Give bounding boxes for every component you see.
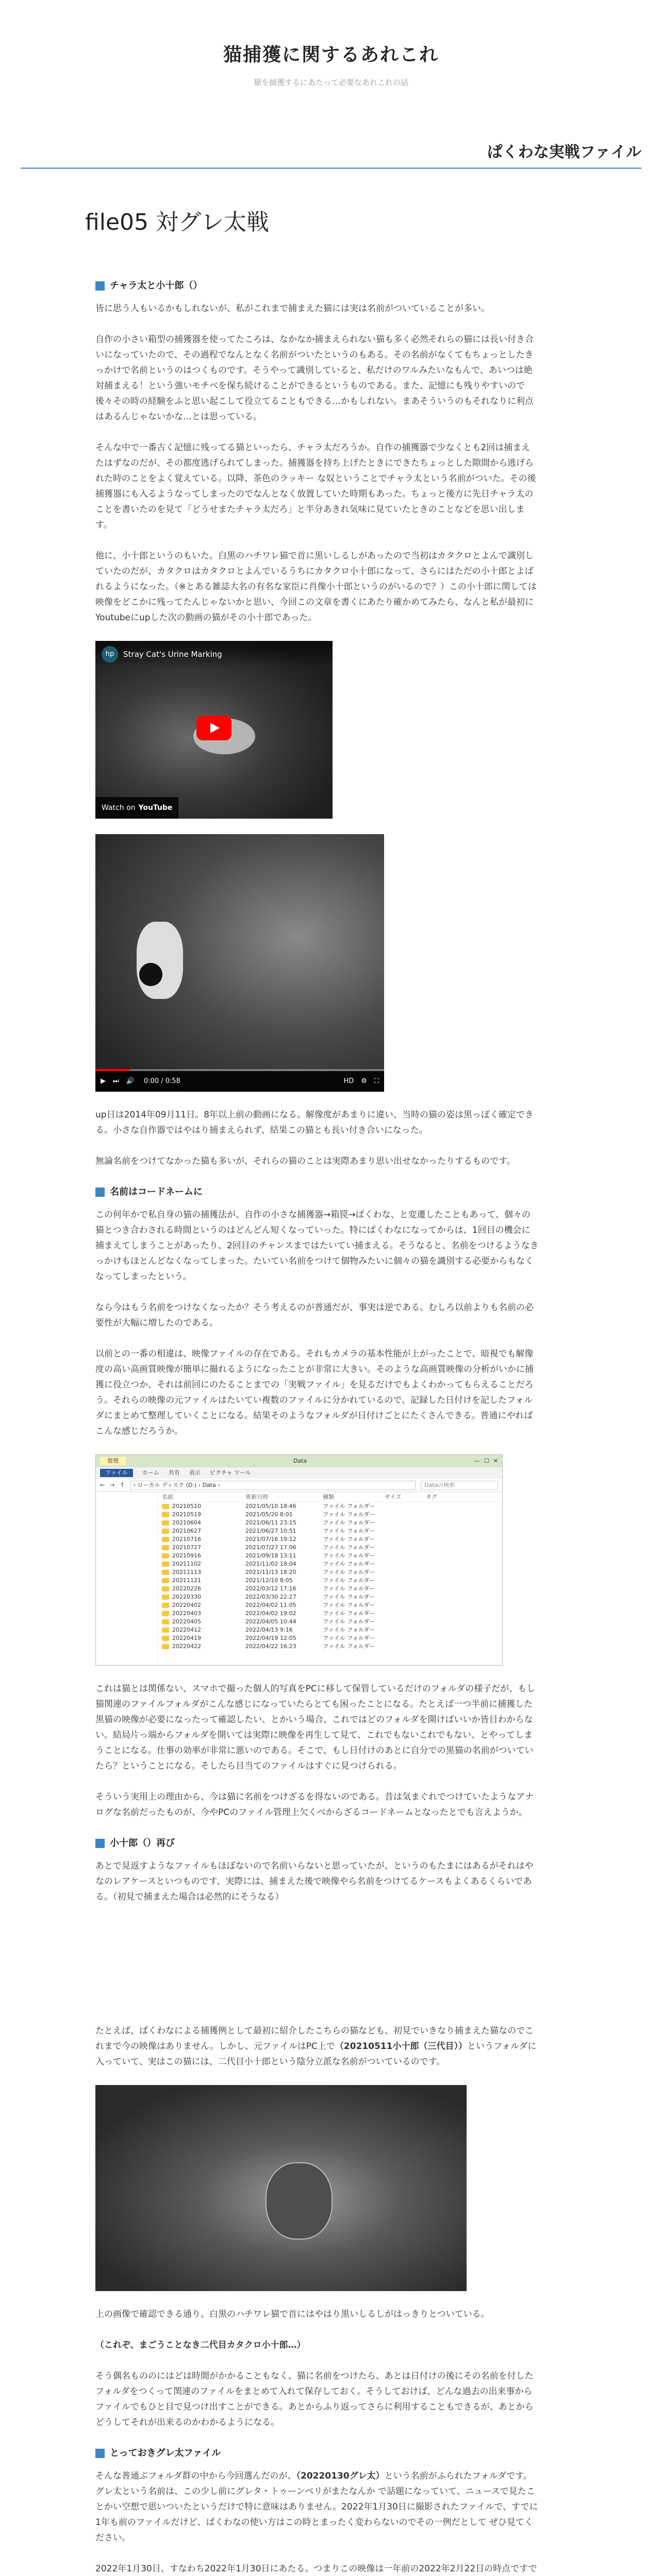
paragraph: 上の画像で確認できる通り、白黒のハチワレ猫で首にはやはり黒いしるしがはっきりとついている。 bbox=[95, 2309, 490, 2319]
file-date: 2022/04/02 19:02 bbox=[245, 1610, 296, 1617]
fullscreen-icon[interactable]: ⛶ bbox=[374, 1077, 379, 1085]
paragraph: そんな中で一番古く記憶に残ってる猫といったら、チャラ太だろうか。自作の捕獲器で少なくとも2回は捕まえたはずなのだが、その都度逃げられてしまった。捕獲器を持ち上げたときにできたちょっとした隙間から逃げられた時のことをよく覚えている。以降、茶色のラッキー な奴ということでチャラ太という名前がついた。その後捕獲器にも入るようなってしまったのでなんとなく放置していた時期もあった。ちょっと後方に先日チャラ太のことを書いたのを見て「どうせまたチャラ太だろ」と半分あきれ気味に見ていたときのことなどを思い出します。 bbox=[95, 443, 536, 530]
file-type: ファイル フォルダー bbox=[323, 1552, 375, 1559]
file-name: 20220330 bbox=[158, 1593, 245, 1601]
folder-icon bbox=[162, 1520, 169, 1526]
table-row[interactable] bbox=[158, 1642, 502, 1651]
paragraph: あとで見返すようなファイルもほぼないので名前いらないと思っていたが、というのもたまにはあるがそれはやなのレアケースといつものです、実際には、捕まえた後で映像やら名前をつけてるケースもよくあるくらいである。（初見で捕まえた場合は必然的にそうなる） bbox=[95, 1861, 534, 1902]
file-date: 2022/03/30 22:27 bbox=[245, 1594, 296, 1600]
explorer-ribbon bbox=[96, 1467, 502, 1479]
youtube-embed[interactable] bbox=[95, 641, 333, 819]
file-type: ファイル フォルダー bbox=[323, 1528, 375, 1534]
video-title[interactable]: Stray Cat's Urine Marking bbox=[123, 650, 222, 659]
folder-icon bbox=[162, 1644, 169, 1649]
back-icon[interactable]: ← bbox=[100, 1481, 105, 1488]
file-list-header bbox=[158, 1492, 502, 1502]
file-type: ファイル フォルダー bbox=[323, 1618, 375, 1625]
site-header bbox=[0, 0, 662, 98]
file-type: ファイル フォルダー bbox=[323, 1594, 375, 1600]
folder-icon bbox=[162, 1636, 169, 1641]
file-date: 2021/11/13 18:20 bbox=[245, 1569, 296, 1575]
file-explorer-screenshot bbox=[95, 1454, 503, 1666]
explorer-address-bar bbox=[96, 1479, 502, 1492]
ribbon-tab-home[interactable]: ホーム bbox=[142, 1469, 159, 1476]
file-name: 20210519 bbox=[158, 1511, 245, 1519]
file-name: 20210510 bbox=[158, 1502, 245, 1511]
table-row[interactable] bbox=[158, 1618, 502, 1626]
file-name: 20220419 bbox=[158, 1634, 245, 1642]
heading-marker-icon bbox=[95, 1188, 105, 1197]
file-type: ファイル フォルダー bbox=[323, 1577, 375, 1584]
folder-icon bbox=[162, 1529, 169, 1534]
table-row[interactable] bbox=[158, 1601, 502, 1609]
paragraph: 以前との一番の相違は、映像ファイルの存在である。それもカメラの基本性能が上がったことで、暗視でも解像度の高い高画質映像が簡単に撮れるようになったことが非常に大きい。そのような高画質映像の分析がいかに捕獲に役立つか、それは前回にのたることまでの「実戦ファイル」を見るだけでもよくわかってもらえることだろう。それらの映像の元ファイルはたいてい複数のファイルに分かれているので、記録した日付けを記したフォルダにまとめて整理していくことになる。結果そのようなフォルダが日付けごとにたくさんできる。普通にやればこんな感じだろうか。 bbox=[95, 1349, 534, 1436]
cat-figure bbox=[266, 2162, 333, 2240]
table-row[interactable] bbox=[158, 1527, 502, 1535]
file-name: 20220402 bbox=[158, 1601, 245, 1609]
file-name: 20211102 bbox=[158, 1560, 245, 1568]
file-date: 2021/07/27 17:06 bbox=[245, 1544, 296, 1551]
minimize-icon[interactable]: — bbox=[474, 1458, 480, 1464]
file-date: 2022/03/12 17:16 bbox=[245, 1585, 296, 1592]
file-type: ファイル フォルダー bbox=[323, 1511, 375, 1518]
folder-icon bbox=[162, 1504, 169, 1509]
column-date[interactable]: 更新日時 bbox=[245, 1493, 268, 1500]
folder-icon bbox=[162, 1545, 169, 1550]
file-type: ファイル フォルダー bbox=[323, 1569, 375, 1575]
table-row[interactable] bbox=[158, 1511, 502, 1519]
file-date: 2022/04/19 12:05 bbox=[245, 1635, 296, 1641]
column-name[interactable]: 名前 bbox=[162, 1493, 173, 1500]
table-row[interactable] bbox=[158, 1544, 502, 1552]
file-date: 2022/04/02 11:05 bbox=[245, 1602, 296, 1608]
hd-icon[interactable]: HD bbox=[343, 1077, 354, 1085]
file-name: 20211113 bbox=[158, 1568, 245, 1577]
file-date: 2022/04/05 10:44 bbox=[245, 1618, 296, 1625]
video-caption: up日は2014年09月11日。8年以上前の動画になる。解像度があまりに違い、当時の猫の姿は黒っぽく確定できる。小さな自作器ではやはり捕まえられず、結果この猫とも長い付き合いになった。 bbox=[95, 1110, 534, 1136]
file-type: ファイル フォルダー bbox=[323, 1544, 375, 1551]
section-heading-codename: 名前はコードネームに bbox=[95, 1184, 539, 1200]
file-type: ファイル フォルダー bbox=[323, 1643, 375, 1650]
file-name: 20211121 bbox=[158, 1577, 245, 1585]
table-row[interactable] bbox=[158, 1502, 502, 1511]
section-heading-kojuro: 小十郎（）再び bbox=[95, 1836, 539, 1851]
ribbon-tab-view[interactable]: 表示 bbox=[189, 1469, 201, 1476]
heading-marker-icon bbox=[95, 281, 105, 291]
table-row[interactable] bbox=[158, 1585, 502, 1593]
navigation-pane[interactable] bbox=[96, 1492, 158, 1665]
folder-icon bbox=[162, 1562, 169, 1567]
file-date: 2021/05/10 18:46 bbox=[245, 1503, 296, 1510]
file-date: 2021/06/27 10:51 bbox=[245, 1528, 296, 1534]
post-content bbox=[95, 278, 539, 2576]
file-name: 20210604 bbox=[158, 1519, 245, 1527]
file-date: 2021/07/16 19:12 bbox=[245, 1536, 296, 1543]
cat-trap-image bbox=[95, 2085, 467, 2291]
paragraph: たとえば、ぱくわなによる捕獲例として最初に紹介したこちらの猫なども、初見でいきなり捕まえた猫なのでこれまで今の映像はありません。しかし、元ファイルはPC上で（20210511小十郎（三代目））というフォルダに入っていて、実はこの猫には、二代目小十郎という陰分立派な名前がついているのです。 bbox=[95, 2026, 537, 2067]
file-list bbox=[158, 1492, 502, 1665]
explorer-window-title: Data bbox=[293, 1458, 307, 1464]
cat-figure bbox=[137, 922, 183, 999]
play-icon[interactable] bbox=[196, 716, 231, 740]
file-date: 2021/05/20 8:01 bbox=[245, 1511, 293, 1518]
address-path[interactable]: › ローカル ディスク (D:) › Data › bbox=[130, 1481, 416, 1490]
file-type: ファイル フォルダー bbox=[323, 1536, 375, 1543]
file-name: 20220412 bbox=[158, 1626, 245, 1634]
folder-icon bbox=[162, 1553, 169, 1558]
category-title[interactable]: ぱくわな実戦ファイル bbox=[487, 143, 641, 161]
folder-icon bbox=[162, 1611, 169, 1616]
folder-icon bbox=[162, 1578, 169, 1583]
folder-icon bbox=[162, 1570, 169, 1575]
table-row[interactable] bbox=[158, 1626, 502, 1634]
volume-icon[interactable]: 🔊 bbox=[126, 1077, 135, 1085]
column-size[interactable]: サイズ bbox=[385, 1493, 402, 1500]
file-name: 20220422 bbox=[158, 1642, 245, 1651]
paragraph: そう偶名もののにはどは時間がかかることもなく、猫に名前をつけたら、あとは日付けの後にその名前を付したフォルダをつくって関連のファイルをまとめて入れて保存しておく。そうしておけば、どんな過去の出来事からファイルでもひと目で見つけ出すことができる。あとからふり返ってさらに利用することもできるが、あとからどうしてそれが出来るのかわかるようになる。 bbox=[95, 2371, 534, 2428]
paragraph: 自作の小さい箱型の捕獲器を使ってたころは、なかなか捕まえられない猫も多く必然それらの猫には長い付き合いになっていたので、その過程でなんとなく名前がついたというのもある。その名前がなくてもちょっとしたきっかけで名前というのはつくものです。そうやって識別していると、私だけのワルみたいなもんで、あいつは絶対捕まえる！という強いモチベを保ち続けることができるというものである。また、記憶にも残りやすいので後々その時の経験をふと思い起こして役立てることもできる…かもしれない。まあそういうのもそれなりに利点はあるんじゃないかな…とは思っている。 bbox=[95, 334, 534, 422]
file-type: ファイル フォルダー bbox=[323, 1561, 375, 1567]
file-name: 20220405 bbox=[158, 1618, 245, 1626]
folder-icon bbox=[162, 1586, 169, 1591]
table-row[interactable] bbox=[158, 1519, 502, 1527]
file-type: ファイル フォルダー bbox=[323, 1519, 375, 1526]
video-header bbox=[95, 641, 333, 668]
file-type: ファイル フォルダー bbox=[323, 1626, 375, 1633]
ribbon-tab-share[interactable]: 共有 bbox=[168, 1469, 180, 1476]
file-date: 2021/11/02 18:04 bbox=[245, 1561, 296, 1567]
section-heading-greta: とっておきグレ太ファイル bbox=[95, 2446, 539, 2461]
blank-space bbox=[95, 1920, 539, 2023]
file-name: 20210716 bbox=[158, 1535, 245, 1544]
paragraph: この何年かで私自身の猫の捕獲法が、自作の小さな捕獲器→箱罠→ぱくわな、と変遷したこともあって、個々の猫とつき合わされる時間というのはどんどん短くなっていった。特にぱくわなになってからは、1回目の機会に捕まえてしまうことがあったり、2回目のチャンスまではたいてい捕まえる。そうなると、名前をつけるようなきっかけもほとんどなくなってしまった。たいてい名前をつけて個物みたいに個々の猫を識別する必要からもなくなってしまったという。 bbox=[95, 1210, 539, 1282]
explorer-titlebar bbox=[96, 1455, 502, 1467]
folder-icon bbox=[162, 1628, 169, 1633]
settings-icon[interactable]: ⚙ bbox=[361, 1077, 367, 1085]
file-name: 20210916 bbox=[158, 1552, 245, 1560]
table-row[interactable] bbox=[158, 1634, 502, 1642]
paragraph: これは猫とは関係ない、スマホで撮った個人的写真をPCに移して保管しているだけのフォルダの様子だが、もし猫関連のファイルフォルダがこんな感じになっていたらとても困ったことになる。たとえば一つ半前に捕獲した黒猫の映像が必要になったって確認したい、とかいう場合、これではどのフォルダを開けばいいか皆目わからない。結局片っ端からフォルダを開いては実際に映像を再生して見て、これでもないこれでもない、とやってしまうことになる。仕事の効率が非常に悪いのである。そこで、もし日付けのあとに自分での黒猫の名前がついていたら？ということになる。そしたら目当てのファイルはすぐに見つけられる。 bbox=[95, 1684, 536, 1771]
forward-icon[interactable]: → bbox=[110, 1481, 115, 1488]
folder-icon bbox=[162, 1512, 169, 1517]
folder-icon bbox=[162, 1595, 169, 1600]
paragraph: そんな普通ぷフォルダ群の中から今回選んだのが、（20220130グレ太）という名前がふられたフォルダです。グレ太という名前は、この少し前にグレタ・トゥーンベリがまたなんか で話題になっていて、ニュースで見たことかい空想で思いついたというだけで特に意味はありません。2022年1月30日に撮影されたファイルで、すでに1年も前のファイルだけど、ぱくわなの使い方はこの時とまったく変わらないのでその一例だとして ぜひ見てください。 bbox=[95, 2471, 538, 2543]
file-date: 2022/04/22 16:23 bbox=[245, 1643, 296, 1650]
heading-marker-icon bbox=[95, 1839, 105, 1848]
folder-icon bbox=[162, 1537, 169, 1542]
watch-on-youtube-button[interactable]: Watch on YouTube bbox=[95, 797, 178, 819]
file-type: ファイル フォルダー bbox=[323, 1602, 375, 1608]
file-name: 20210727 bbox=[158, 1544, 245, 1552]
category-underline bbox=[21, 167, 641, 169]
column-type[interactable]: 種類 bbox=[323, 1493, 334, 1500]
file-type: ファイル フォルダー bbox=[323, 1585, 375, 1592]
video-time: 0:00 / 0:58 bbox=[143, 1077, 180, 1085]
table-row[interactable] bbox=[158, 1577, 502, 1585]
close-icon[interactable]: ✕ bbox=[493, 1458, 498, 1464]
file-date: 2022/04/13 9:16 bbox=[245, 1626, 293, 1633]
paragraph: 2022年1月30日、すなわち2022年1月30日にあたる。つまりこの映像は一年前の2022年2月22日の時点ですで bbox=[95, 2564, 537, 2574]
paragraph: 皆に思う人もいるかもしれないが、私がこれまで捕まえた猫には実は名前がついていることが多い。 bbox=[95, 303, 490, 314]
play-button-icon[interactable]: ▶ bbox=[101, 1077, 106, 1085]
table-row[interactable] bbox=[158, 1535, 502, 1544]
site-description: 猫を捕獲するにあたって必要なあれこれの話 bbox=[253, 78, 408, 87]
file-name: 20210627 bbox=[158, 1527, 245, 1535]
table-row[interactable] bbox=[158, 1552, 502, 1560]
paragraph: 他に、小十郎というのもいた。白黒のハチワレ猫で首に黒いしるしがあったので当初はカタクロとよんで識別していたのだが、カタクロはカタクロとよんでいるうちにカタクロ小十郎になって、さらにはただの小十郎とよばれるようになった。（※とある雑誌大名の有名な家臣に肖像小十郎というのがいるので？）この小十郎に関しては映像をどこかに残ってたんじゃないかと思い、今回この文章を書くにあたり確かめてみたら、なんと私が最初にYoutubeにupした次の動画の猫がその小十郎であった。 bbox=[95, 551, 537, 623]
site-title[interactable]: 猫捕獲に関するあれこれ bbox=[223, 44, 439, 65]
ribbon-tab-file[interactable]: ファイル bbox=[100, 1469, 133, 1477]
file-type: ファイル フォルダー bbox=[323, 1635, 375, 1641]
file-name: 20220403 bbox=[158, 1609, 245, 1618]
next-icon[interactable]: ⏭ bbox=[113, 1077, 119, 1085]
paragraph: なら今はもう名前をつけなくなったか？そう考えるのが普通だが、事実は逆である。むしろ以前よりも名前の必要性が大幅に増したのである。 bbox=[95, 1302, 534, 1328]
video-player[interactable] bbox=[95, 834, 384, 1092]
table-row[interactable] bbox=[158, 1560, 502, 1568]
ribbon-tab-picture-tools[interactable]: ピクチャ ツール bbox=[209, 1469, 251, 1476]
maximize-icon[interactable]: ☐ bbox=[484, 1458, 489, 1464]
video-controls bbox=[95, 1071, 384, 1092]
file-date: 2021/06/11 23:15 bbox=[245, 1519, 296, 1526]
table-row[interactable] bbox=[158, 1609, 502, 1618]
up-icon[interactable]: ↑ bbox=[120, 1481, 125, 1488]
file-type: ファイル フォルダー bbox=[323, 1610, 375, 1617]
section-heading-chara: チャラ太と小十郎（） bbox=[95, 278, 539, 294]
column-tags[interactable]: タグ bbox=[426, 1493, 437, 1500]
paragraph: 無論名前をつけてなかった猫も多いが、それらの猫のことは実際あまり思い出せなかったりするものです。 bbox=[95, 1156, 516, 1166]
table-row[interactable] bbox=[158, 1593, 502, 1601]
heading-marker-icon bbox=[95, 2449, 105, 2458]
search-input[interactable]: Dataの検索 bbox=[421, 1481, 498, 1490]
paragraph: そういう実用上の理由から、今は猫に名前をつけざるを得ないのである。昔は気まぐれでつけていたようなアナログな名前だったものが、今やPCのファイル管理上欠くべからざるコードネームとなったとでも言えようか。 bbox=[95, 1792, 534, 1818]
file-type: ファイル フォルダー bbox=[323, 1503, 375, 1510]
table-row[interactable] bbox=[158, 1568, 502, 1577]
channel-icon[interactable]: hp bbox=[102, 646, 118, 663]
file-date: 2021/12/10 8:05 bbox=[245, 1577, 293, 1584]
note: （これぞ、まごうことなき二代目カタクロ小十郎…） bbox=[95, 2340, 306, 2350]
file-date: 2021/09/18 13:11 bbox=[245, 1552, 296, 1559]
file-name: 20220226 bbox=[158, 1585, 245, 1593]
post-title: file05 対グレ太戦 bbox=[85, 209, 269, 235]
folder-icon bbox=[162, 1603, 169, 1608]
manage-tab[interactable]: 管理 bbox=[100, 1457, 126, 1465]
folder-icon bbox=[162, 1619, 169, 1624]
